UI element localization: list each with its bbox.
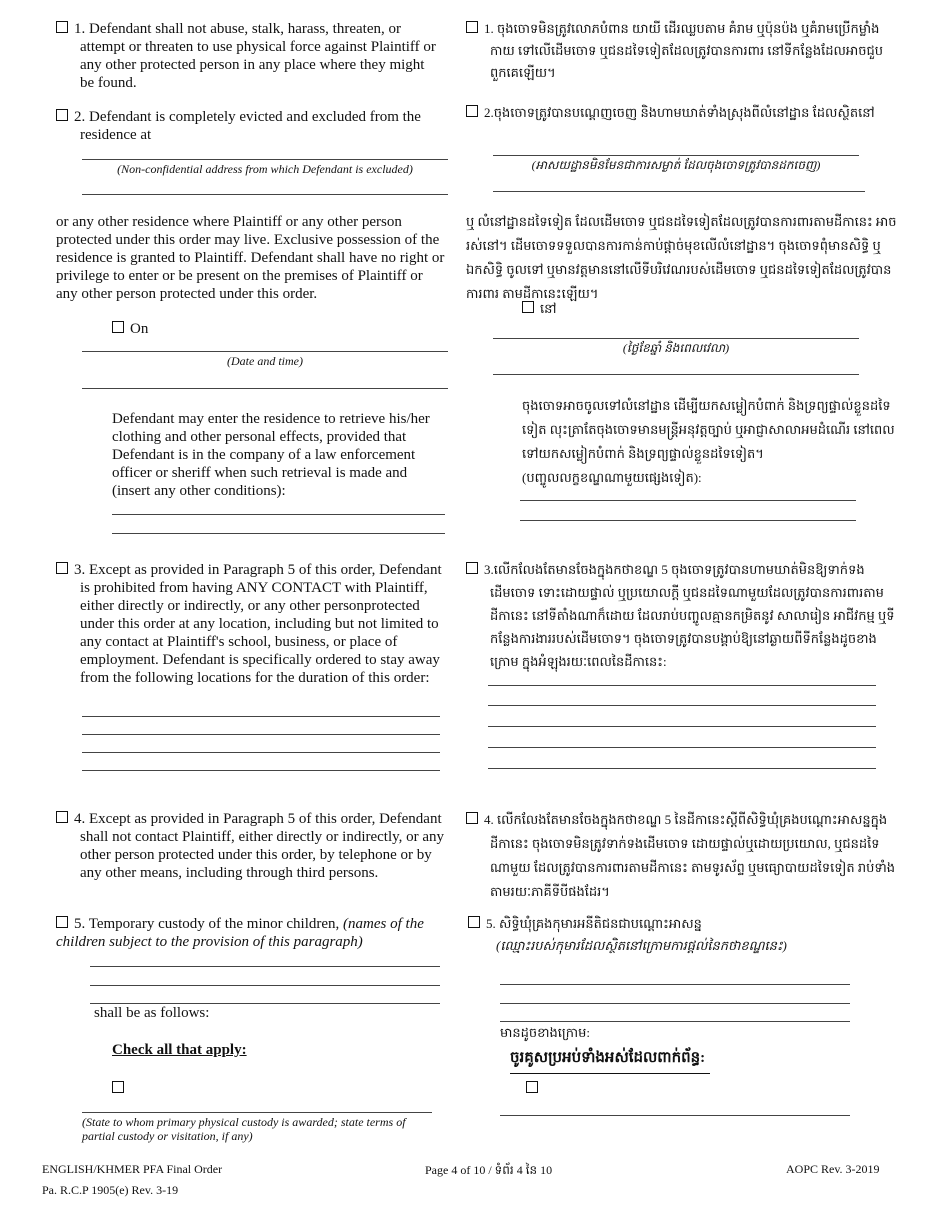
on-row: On (112, 320, 148, 338)
left-paragraph-2: 2. Defendant is completely evicted and excluded from the residence at (56, 108, 441, 144)
right-paragraph-3: 3.លើកលែងតែមានចែងក្នុងកថាខណ្ឌ 5 ចុងចោទត្រូវបានហាមឃាត់មិនឱ្យទាក់ទងដើមចោទ ទោះដោយផ្ទាល់ ឬប្រយោលក្តី ឬជនដទៃណាមួយដែលត្រូវបានការពារតាមដីកានេះ នៅទីតាំងណាក៏ដោយ ដែលរាប់បញ្ចូលគ្មានកម្រិតនូវ សាលារៀន អាជីវកម្ម ឬទីកន្លែងការងាររបស់ដើមចោទ។ ចុងចោទត្រូវបានបង្គាប់ឱ្យនៅឆ្ងាយពីទីកន្លែងដូចខាងក្រោម ក្នុងអំឡុងរយៈពេលនៃដីកានេះ: (466, 558, 898, 673)
footer-rule: Pa. R.C.P 1905(e) Rev. 3-19 (42, 1183, 179, 1197)
right-children-line-2[interactable] (500, 1003, 850, 1004)
checkbox-right-4[interactable] (466, 812, 478, 824)
right-custody-line[interactable] (500, 1115, 850, 1116)
custody-checkbox-row (112, 1080, 130, 1098)
right-locations-line-5[interactable] (488, 768, 876, 769)
left-paragraph-5: 5. Temporary custody of the minor children, (names of the children subject to the provision of this paragraph) (56, 916, 424, 950)
right-paragraph-5: 5. សិទ្ធិឃុំគ្រងកុមារអនីតិជនជាបណ្តោះអាសន្ន (468, 913, 702, 935)
right-address-caption: (អាសយដ្ឋានមិនមែនជាការសម្ងាត់ ដែលចុងចោទត្រូវបានដកចេញ) (531, 158, 821, 172)
right-paragraph-4: 4. លើកលែងតែមានចែងក្នុងកថាខណ្ឌ 5 នៃដីកានេះស្តីពីសិទ្ធិឃុំគ្រងបណ្តោះអាសន្នក្នុងដីកានេះ ចុងចោទមិនត្រូវទាក់ទងដើមចោទ ដោយផ្ទាល់ឬដោយប្រយោល, ឬជនដទៃណាមួយ ដែលត្រូវបានការពារតាមដីកានេះ តាមទូរស័ព្ទ ឬមធ្យោបាយដទៃទៀត រាប់ទាំងតាមរយៈភាគីទីបីផងដែរ។ (466, 808, 898, 904)
follows-label: shall be as follows: (94, 1005, 210, 1021)
date-caption: (Date and time) (227, 354, 303, 368)
right-children-caption: (ឈ្មោះរបស់កុមារដែលស្ថិតនៅក្រោមការផ្តល់នៃកថាខណ្ឌនេះ) (496, 938, 787, 953)
locations-line-1[interactable] (82, 716, 440, 717)
right-date-line-1[interactable] (493, 338, 859, 339)
right-address-line-1[interactable] (493, 155, 859, 156)
checkbox-left-3[interactable] (56, 562, 68, 574)
checkbox-right-custody[interactable] (526, 1081, 538, 1093)
children-line-1[interactable] (90, 966, 440, 967)
right-custody-checkbox-row (526, 1078, 544, 1100)
right-locations-line-4[interactable] (488, 747, 876, 748)
right-retrieve-text: ចុងចោទអាចចូលទៅលំនៅដ្ឋាន ដើម្បីយកសម្លៀកបំពាក់ និងទ្រព្យផ្ទាល់ខ្លួនដទៃទៀត លុះត្រាតែចុងចោទមានមន្ត្រីអនុវត្តច្បាប់ ឬអាជ្ញាសាលាអមដំណើរ នៅពេលទៅយកសម្លៀកបំពាក់ និងទ្រព្យផ្ទាល់ខ្លួនដទៃទៀត។ (បញ្ចូលលក្ខខណ្ឌណាមួយផ្សេងទៀត): (522, 398, 895, 485)
right-conditions-line-1[interactable] (520, 500, 856, 501)
custody-line[interactable] (82, 1112, 432, 1113)
retrieve-text: Defendant may enter the residence to retrieve his/her clothing and other personal effects, provided that Defendant is in the company of a law enforcement officer or sheriff when such retrieval is made and (insert any other conditions): (112, 411, 430, 499)
right-date-line-2[interactable] (493, 374, 859, 375)
footer-revision: AOPC Rev. 3-2019 (786, 1162, 880, 1176)
footer-form-title: ENGLISH/KHMER PFA Final Order (42, 1162, 223, 1176)
address-caption: (Non-confidential address from which Defendant is excluded) (117, 162, 413, 176)
checkbox-right-3[interactable] (466, 562, 478, 574)
right-locations-line-3[interactable] (488, 726, 876, 727)
check-all-label: Check all that apply: (112, 1042, 247, 1058)
checkbox-left-1[interactable] (56, 21, 68, 33)
right-follows-label: មានដូចខាងក្រោម: (500, 1025, 591, 1040)
left-paragraph-3: 3. Except as provided in Paragraph 5 of this order, Defendant is prohibited from having ANY CONTACT with Plaintiff, either directly or indirectly, or any other personprotected under this order at any location, including but not limited to any contact at Plaintiff's school, business, or place of employment. Defendant is specifically ordered to stay away from the following locations for the duration of this order: (56, 561, 448, 687)
right-paragraph-2-continued: ឬ លំនៅដ្ឋានដទៃទៀត ដែលដើមចោទ ឬជនដទៃទៀតដែលត្រូវបានការពារតាមដីកានេះ អាចរស់នៅ។ ដើមចោទទទួលបានការកាន់កាប់ផ្តាច់មុខលើលំនៅដ្ឋាន។ ចុងចោទពុំមានសិទ្ធិ ឬឯកសិទ្ធិ ចូលទៅ ឬមានវត្តមាននៅលើទីបរិវេណរបស់ដើមចោទ ឬជនដទៃទៀតដែលត្រូវបានការពារ តាមដីកានេះឡើយ។ (466, 214, 897, 301)
right-conditions-line-2[interactable] (520, 520, 856, 521)
date-line-1[interactable] (82, 351, 448, 352)
checkbox-right-2[interactable] (466, 105, 478, 117)
children-line-2[interactable] (90, 985, 440, 986)
date-line-2[interactable] (82, 388, 448, 389)
footer-page-number: Page 4 of 10 / ទំព័រ 4 នៃ 10 (425, 1163, 553, 1177)
conditions-line-1[interactable] (112, 514, 445, 515)
checkbox-left-4[interactable] (56, 811, 68, 823)
left-paragraph-2-continued: or any other residence where Plaintiff or any other person protected under this order may live. Exclusive possession of the residence is granted to Plaintiff. Defendant shall have no right or privilege to enter or be present on the premises of Plaintiff or any other person protected under this order. (56, 214, 445, 302)
custody-caption: (State to whom primary physical custody is awarded; state terms of partial custody or visitation, if any) (82, 1115, 406, 1143)
right-paragraph-2: 2.ចុងចោទត្រូវបានបណ្តេញចេញ និងហាមឃាត់ទាំងស្រុងពីលំនៅដ្ឋាន ដែលស្ថិតនៅ (466, 102, 896, 124)
right-on-row: នៅ (522, 298, 557, 320)
right-check-all-label: ចូរគូសប្រអប់ទាំងអស់ដែលពាក់ព័ន្ធ: (510, 1048, 710, 1074)
right-children-line-1[interactable] (500, 984, 850, 985)
checkbox-left-on[interactable] (112, 321, 124, 333)
checkbox-left-custody[interactable] (112, 1081, 124, 1093)
right-address-line-2[interactable] (493, 191, 865, 192)
locations-line-2[interactable] (82, 734, 440, 735)
checkbox-right-5[interactable] (468, 916, 480, 928)
conditions-line-2[interactable] (112, 533, 445, 534)
locations-line-4[interactable] (82, 770, 440, 771)
checkbox-right-on[interactable] (522, 301, 534, 313)
right-locations-line-1[interactable] (488, 685, 876, 686)
right-date-caption: (ថ្ងៃខែឆ្នាំ និងពេលវេលា) (622, 341, 730, 355)
right-paragraph-1: 1. ចុងចោទមិនត្រូវលោភបំពាន យាយី ដើរឈ្លបតាម គំរាម ឬប៉ុនប៉ង ឬគំរាមប្រើកម្លាំងកាយ ទៅលើដើមចោទ ឬជនដទៃទៀតដែលត្រូវបានការពារ នៅទីកន្លែងដែលអាចជួបពួកគេឡើយ។ (466, 18, 896, 84)
left-paragraph-1: 1. Defendant shall not abuse, stalk, harass, threaten, or attempt or threaten to use physical force against Plaintiff or any other protected person in any place where they might be found. (56, 20, 441, 92)
address-line-2[interactable] (82, 194, 448, 195)
right-locations-line-2[interactable] (488, 705, 876, 706)
address-line-1[interactable] (82, 159, 448, 160)
left-paragraph-4: 4. Except as provided in Paragraph 5 of this order, Defendant shall not contact Plaintiff, either directly or indirectly, or any other person protected under this order, by telephone or by any other means, including through third persons. (56, 810, 448, 882)
checkbox-left-2[interactable] (56, 109, 68, 121)
locations-line-3[interactable] (82, 752, 440, 753)
checkbox-right-1[interactable] (466, 21, 478, 33)
checkbox-left-5[interactable] (56, 916, 68, 928)
